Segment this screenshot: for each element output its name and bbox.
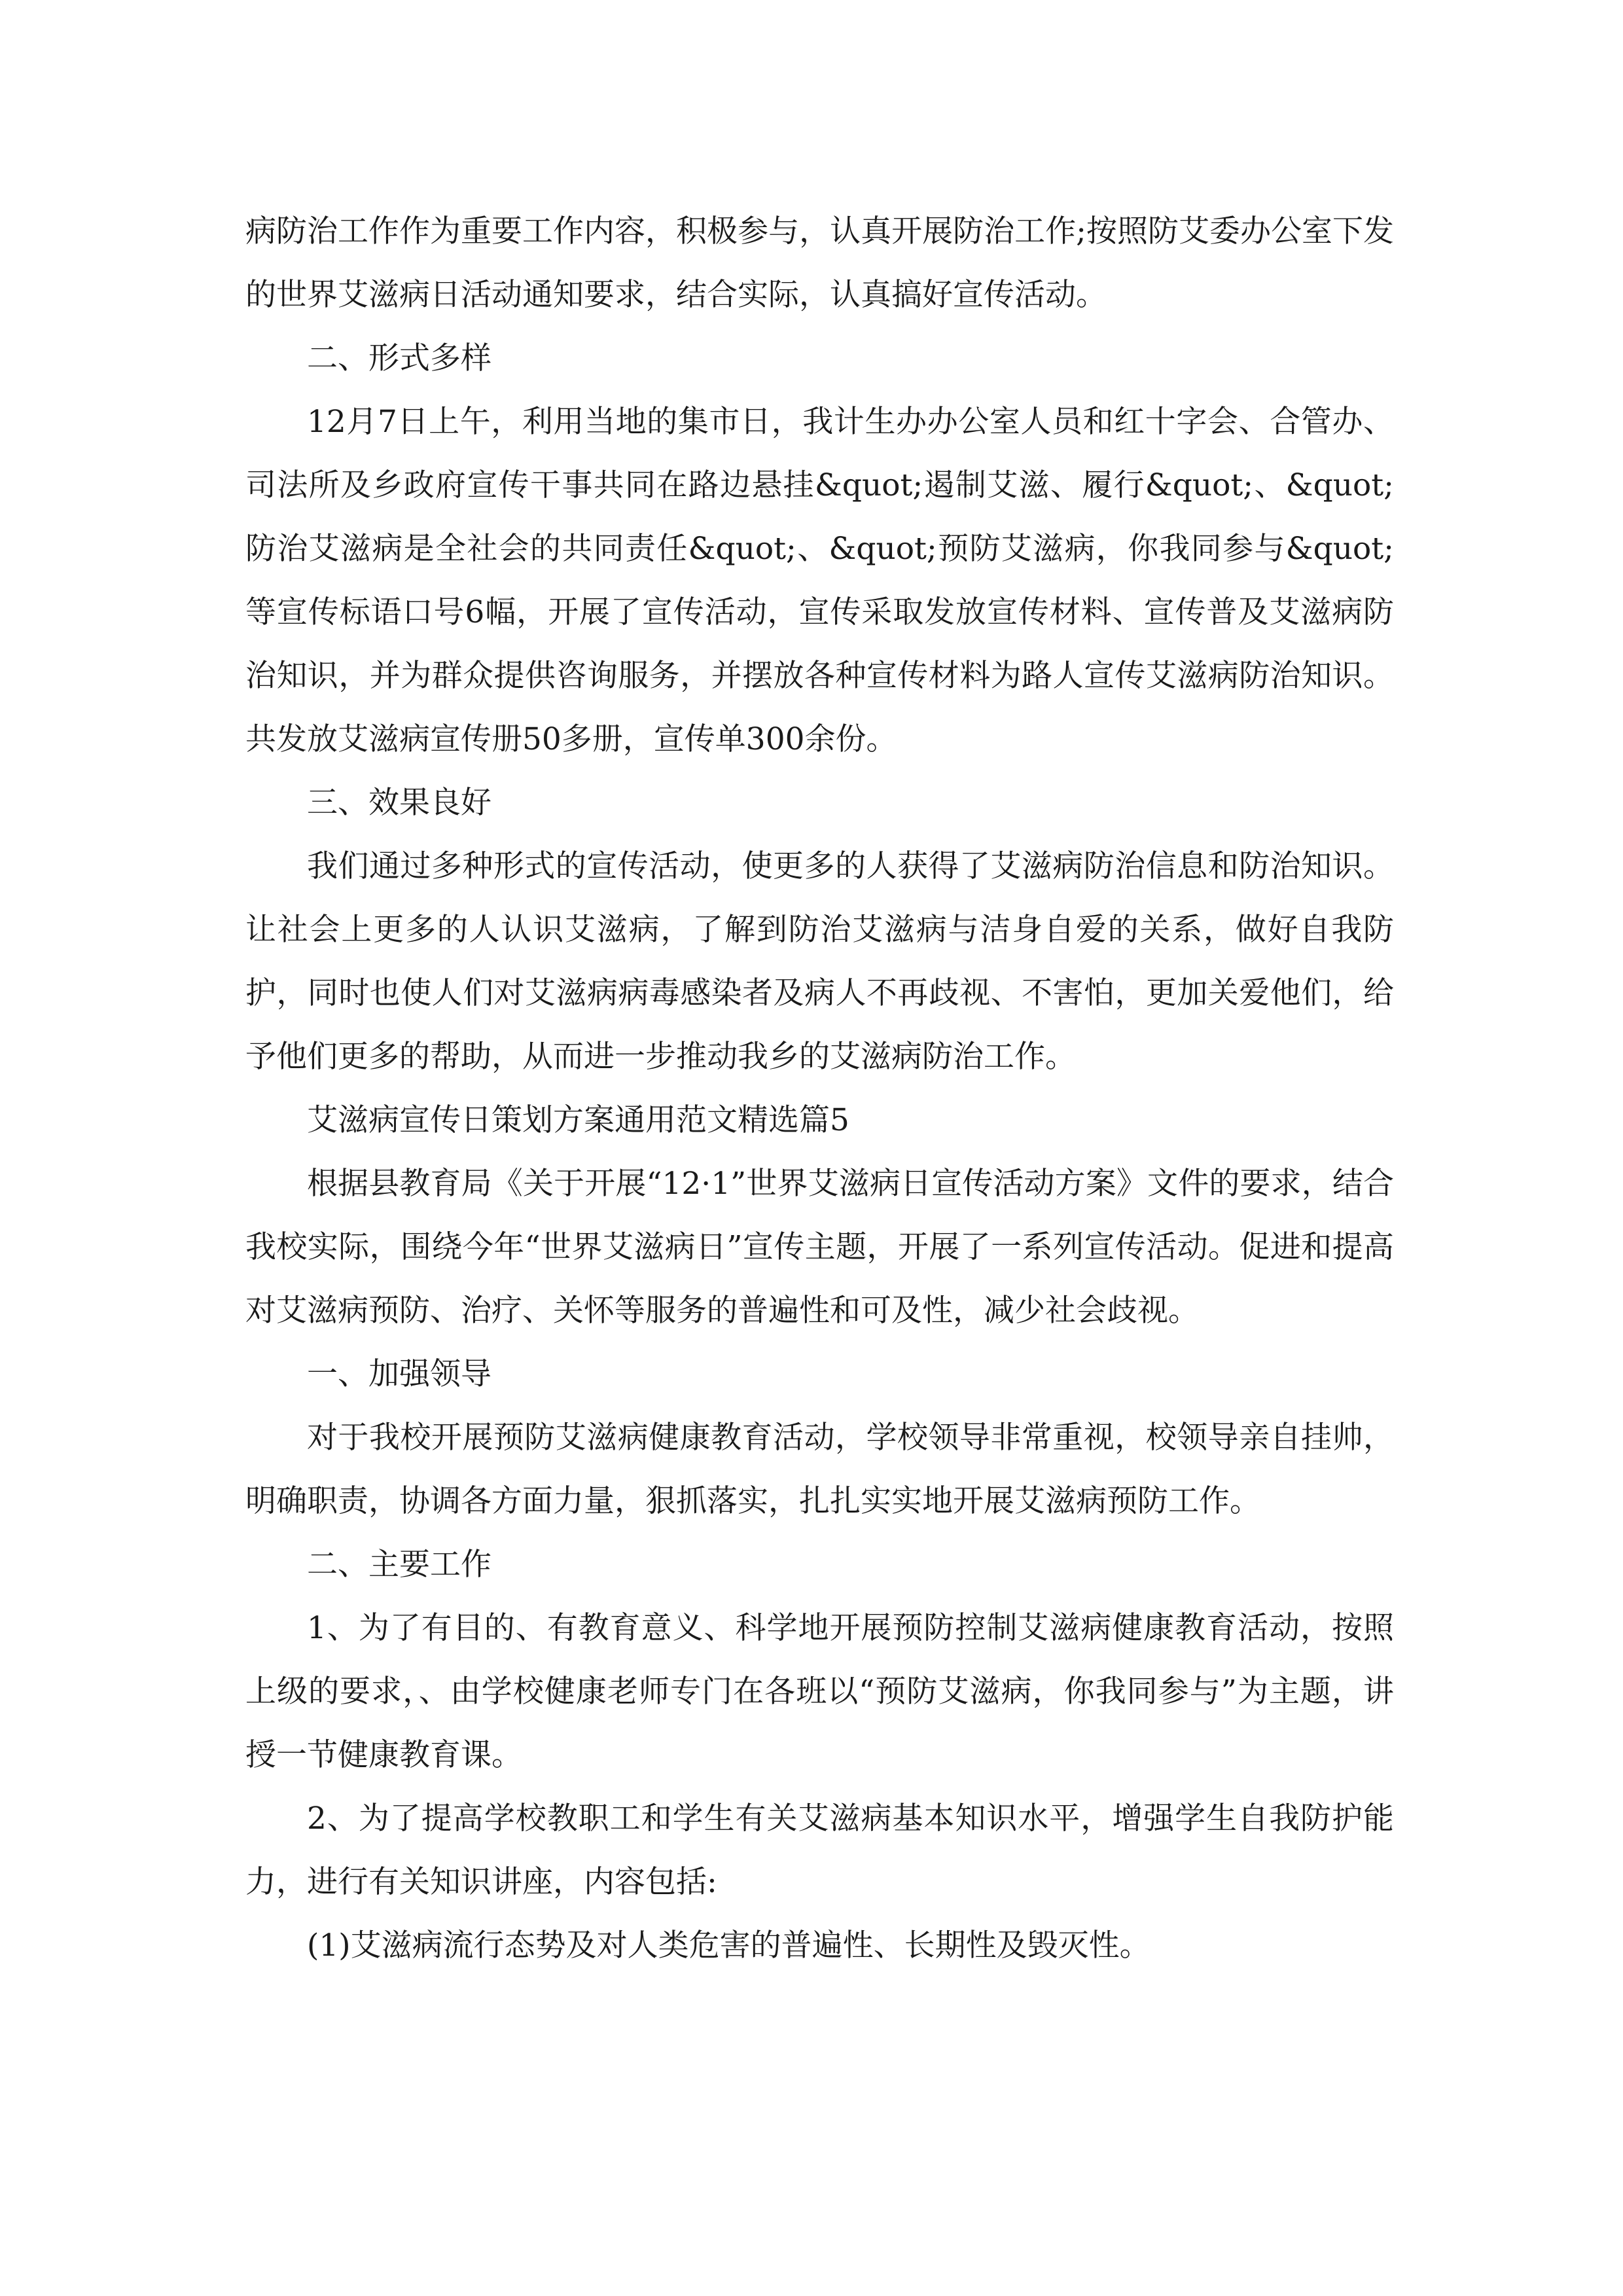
paragraph-continuation: 病防治工作作为重要工作内容，积极参与，认真开展防治工作;按照防艾委办公室下发的世界艾滋病日活动通知要求，结合实际，认真搞好宣传活动。 [245,213,1394,313]
paragraph-subitem-1: (1)艾滋病流行态势及对人类危害的普遍性、长期性及毁灭性。 [307,1928,1150,1964]
section-heading-effect: 三、效果良好 [307,785,491,821]
paragraph-item-1: 1、为了有目的、有教育意义、科学地开展预防控制艾滋病健康教育活动，按照上级的要求，、由学校健康老师专门在各班以“预防艾滋病，你我同参与”为主题，讲授一节健康教育课。 [245,1610,1394,1773]
paragraph-effect: 我们通过多种形式的宣传活动，使更多的人获得了艾滋病防治信息和防治知识。让社会上更多的人认识艾滋病，了解到防治艾滋病与洁身自爱的关系，做好自我防护，同时也使人们对艾滋病病毒感染者及病人不再歧视、不害怕，更加关爱他们，给予他们更多的帮助，从而进一步推动我乡的艾滋病防治工作。 [245,848,1394,1075]
document-body [245,200,1394,1977]
section-heading-main-work: 二、主要工作 [307,1547,491,1583]
paragraph-activity: 12月7日上午，利用当地的集市日，我计生办办公室人员和红十字会、合管办、司法所及乡政府宣传干事共同在路边悬挂&quot;遏制艾滋、履行&quot;、&quot;防治艾滋病是全社会的共同责任&quot;、&quot;预防艾滋病，你我同参与&quot;等宣传标语口号6幅，开展了宣传活动，宣传采取发放宣传材料、宣传普及艾滋病防治知识，并为群众提供咨询服务，并摆放各种宣传材料为路人宣传艾滋病防治知识。共发放艾滋病宣传册50多册，宣传单300余份。 [245,404,1394,757]
paragraph-leadership: 对于我校开展预防艾滋病健康教育活动，学校领导非常重视，校领导亲自挂帅，明确职责，协调各方面力量，狠抓落实，扎扎实实地开展艾滋病预防工作。 [245,1420,1394,1519]
section-heading-leadership: 一、加强领导 [307,1356,491,1392]
article-title: 艾滋病宣传日策划方案通用范文精选篇5 [307,1102,849,1138]
section-heading-form: 二、形式多样 [307,340,491,376]
paragraph-intro: 根据县教育局《关于开展“12·1”世界艾滋病日宣传活动方案》文件的要求，结合我校实际，围绕今年“世界艾滋病日”宣传主题，开展了一系列宣传活动。促进和提高对艾滋病预防、治疗、关怀等服务的普遍性和可及性，减少社会歧视。 [245,1166,1394,1329]
paragraph-item-2: 2、为了提高学校教职工和学生有关艾滋病基本知识水平，增强学生自我防护能力，进行有关知识讲座，内容包括: [245,1801,1394,1900]
